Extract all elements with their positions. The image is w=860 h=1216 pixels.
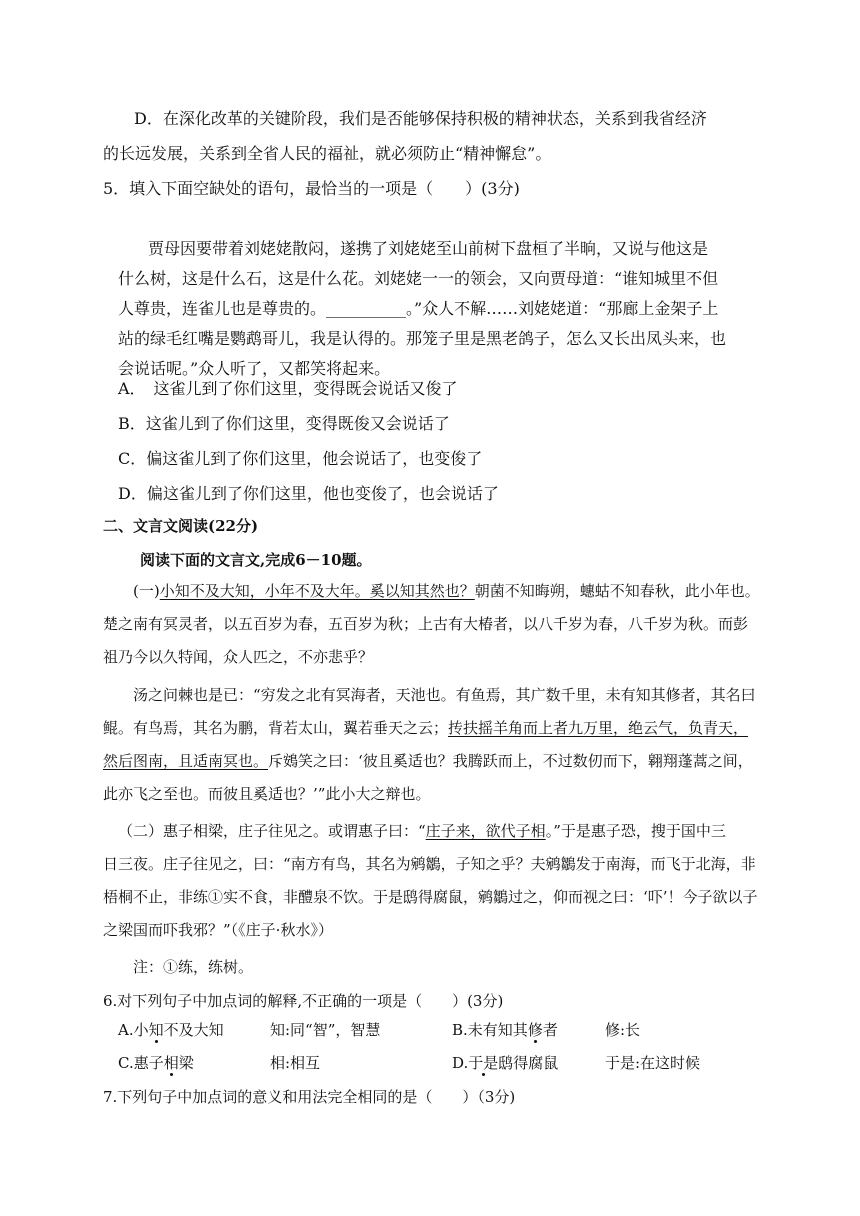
q6-option-b-gloss: 修:长: [605, 1021, 641, 1039]
passage2-line2: 日三夜。庄子往见之，曰：“南方有鸟，其名为鹓鶵，子知之乎？夫鹓鶵发于南海，而飞于北海，非: [103, 855, 756, 873]
q5-passage-line2: 什么树，这是什么石，这是什么花。刘姥姥一一的领会，又向贾母道：“谁知城里不但: [118, 269, 719, 288]
q6-option-b-dotted-word: 修: [527, 1021, 543, 1039]
passage2-line1: [118, 820, 726, 842]
q6-stem: 6.对下列句子中加点词的解释,不正确的一项是（ ）(3分): [103, 992, 504, 1010]
q5-passage-line3: 人尊贵，连雀儿也是尊贵的。__________。”众人不解……刘姥姥道：“那廊上金架子上: [118, 299, 719, 318]
q6-option-a-dotted-word: 知: [148, 1021, 164, 1039]
passage2-line4: 之梁国而吓我邪？”（《庄子·秋水》）: [103, 921, 333, 939]
q6-option-c: C.惠子相梁: [118, 1054, 194, 1072]
passage1-p2-line1: 汤之问棘也是已：“穷发之北有冥海者，天池也。有鱼焉，其广数千里，未有知其修者，其名曰: [133, 686, 756, 704]
passage2-line1-post: 。”于是惠子恐，搜于国中三: [545, 822, 726, 840]
q6-option-a: A.小知不及大知: [118, 1021, 224, 1039]
passage1-p2-line4: 此亦飞之至也。而彼且奚适也？’”此小大之辩也。: [103, 785, 431, 803]
passage1-p2-line3: [103, 750, 753, 772]
section2-instruction: 阅读下面的文言文,完成6－10题。: [140, 551, 372, 569]
q6-option-d: D.于是鸱得腐鼠: [452, 1054, 559, 1072]
passage2-underlined: 庄子来，欲代子相: [425, 822, 546, 840]
q5-passage-line5: 会说话呢。”众人听了，又都笑将起来。: [118, 359, 391, 378]
passage1-p2-line3-rest: 斥鴳笑之曰：‘彼且奚适也？我腾跃而上，不过数仞而下，翱翔蓬蒿之间，: [268, 752, 753, 770]
prev-option-d-line2: 的长远发展，关系到全省人民的福祉，就必须防止“精神懈怠”。: [103, 144, 552, 163]
q5-passage-line1: 贾母因要带着刘姥姥散闷，遂携了刘姥姥至山前树下盘桓了半晌，又说与他这是: [148, 239, 709, 258]
passage1-marker: (一): [133, 582, 160, 600]
q6-option-a-gloss: 知:同“智”，智慧: [270, 1021, 381, 1039]
passage2-line3: 梧桐不止，非练①实不食，非醴泉不饮。于是鸱得腐鼠，鹓鶵过之，仰而视之曰：‘吓’！今子欲以子: [103, 888, 758, 906]
q5-option-a: A． 这雀儿到了你们这里，变得既会说话又俊了: [118, 379, 458, 398]
passage1-p2-line2-text: 鲲。有鸟焉，其名为鹏，背若太山，翼若垂天之云；: [103, 719, 449, 737]
passage1-p2-line2: [103, 717, 748, 739]
q5-passage-line4: 站的绿毛红嘴是鹦鹉哥儿，我是认得的。那笼子里是黑老鸽子，怎么又长出凤头来，也: [118, 329, 727, 348]
passage1-line2: 楚之南有冥灵者，以五百岁为春，五百岁为秋；上古有大椿者，以八千岁为春，八千岁为秋。而彭: [103, 615, 749, 633]
passage1-line3: 祖乃今以久特闻，众人匹之，不亦悲乎？: [103, 648, 374, 666]
section2-heading: 二、文言文阅读(22分): [103, 517, 259, 535]
q6-option-b: B.未有知其修者: [452, 1021, 558, 1039]
q5-option-b: B．这雀儿到了你们这里，变得既俊又会说话了: [118, 414, 450, 433]
q5-option-c: C．偏这雀儿到了你们这里，他会说话了，也变俊了: [118, 449, 483, 468]
q6-option-c-gloss: 相:相互: [270, 1054, 321, 1072]
q6-option-c-dotted-word: 相: [163, 1054, 179, 1072]
passage2-note: 注：①练，练树。: [133, 958, 254, 976]
passage1-line1-rest: 朝菌不知晦朔，蟪蛄不知春秋，此小年也。: [474, 582, 760, 600]
q6-option-d-dotted-word: 于是: [468, 1054, 499, 1072]
passage1-underlined-sentence: 小知不及大知，小年不及大年。奚以知其然也？: [159, 582, 475, 600]
q5-option-d: D．偏这雀儿到了你们这里，他也变俊了，也会说话了: [118, 484, 499, 503]
prev-option-d-line1: D．在深化改革的关键阶段，我们是否能够保持积极的精神状态，关系到我省经济: [134, 109, 707, 128]
passage1-p2-underlined-a: 抟扶摇羊角而上者九万里，绝云气，负青天，: [448, 719, 749, 737]
passage2-line1-pre: （二）惠子相梁，庄子往见之。或谓惠子曰：“: [118, 822, 426, 840]
q6-option-d-gloss: 于是:在这时候: [605, 1054, 701, 1072]
q7-stem: 7.下列句子中加点词的意义和用法完全相同的是（ ）（3分): [103, 1088, 516, 1106]
q5-stem: 5．填入下面空缺处的语句，最恰当的一项是（ ）(3分): [103, 179, 520, 198]
passage1-line1: [133, 580, 760, 602]
passage1-p2-underlined-b: 然后图南，且适南冥也。: [103, 752, 269, 770]
